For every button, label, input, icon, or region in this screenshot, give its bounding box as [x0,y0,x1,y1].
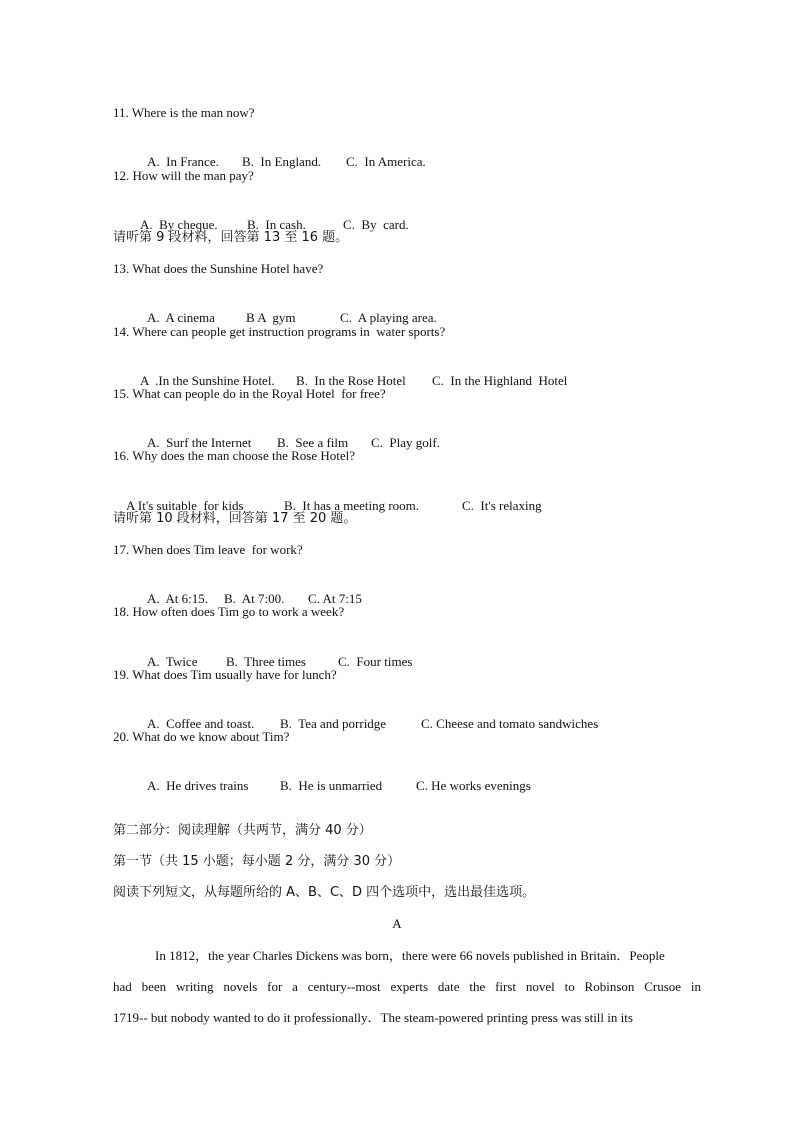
option-b: B. In England. [242,154,322,169]
option-c: C. He works evenings [416,778,531,793]
question-19: 19. What does Tim usually have for lunch? [113,667,337,682]
section1-heading: 第一节（共 15 小题；每小题 2 分，满分 30 分） [113,854,401,869]
option-a: A. By cheque. [140,217,218,232]
option-a: A. Coffee and toast. [147,716,255,731]
question-20: 20. What do we know about Tim? [113,729,290,744]
passage-line-3: 1719-- but nobody wanted to do it professionally．The steam-powered printing press was still in its [113,1010,633,1025]
question-13: 13. What does the Sunshine Hotel have? [113,261,324,276]
option-c: C. It's relaxing [462,498,542,513]
option-b: B. It has a meeting room. [284,498,420,513]
option-c: C. Play golf. [371,435,440,450]
reading-instruction: 阅读下列短文，从每题所给的 A、B、C、D 四个选项中，选出最佳选项。 [113,885,536,900]
question-12: 12. How will the man pay? [113,168,254,183]
option-c: C. At 7:15 [308,591,362,606]
option-c: C. In America. [346,154,426,169]
question-16: 16. Why does the man choose the Rose Hotel? [113,448,356,463]
option-c: C. Cheese and tomato sandwiches [421,716,599,731]
option-b: B. Tea and porridge [280,716,387,731]
option-b: B. At 7:00. [224,591,285,606]
option-a: A. At 6:15. [147,591,209,606]
option-c: C. Four times [338,654,413,669]
listening-instruction-10: 请听第 10 段材料，回答第 17 至 20 题。 [113,511,357,526]
option-b: B. Three times [226,654,306,669]
options-20 [134,759,531,813]
listening-instruction-9: 请听第 9 段材料，回答第 13 至 16 题。 [113,230,349,245]
option-a: A It's suitable for kids [126,498,244,513]
question-14: 14. Where can people get instruction programs in water sports? [113,324,446,339]
option-c: C. By card. [343,217,409,232]
option-a: A. In France. [147,154,219,169]
question-15: 15. What can people do in the Royal Hotel for free? [113,386,386,401]
option-a: A. He drives trains [147,778,249,793]
passage-letter: A [392,916,402,931]
passage-line-1: In 1812，the year Charles Dickens was born，there were 66 novels published in Britain．People [155,948,665,963]
passage-line-2: had been writing novels for a century--most experts date the first novel to Robinson Crusoe in [113,979,701,994]
option-b: B. In cash. [247,217,306,232]
option-b: B. He is unmarried [280,778,383,793]
option-c: C. A playing area. [340,310,437,325]
option-a: A .In the Sunshine Hotel. [140,373,275,388]
part2-heading: 第二部分：阅读理解（共两节，满分 40 分） [113,823,372,838]
option-b: B. In the Rose Hotel [296,373,406,388]
question-11: 11. Where is the man now? [113,105,255,120]
question-18: 18. How often does Tim go to work a week? [113,604,345,619]
option-b: B A gym [246,310,296,325]
option-a: A. Surf the Internet [147,435,252,450]
option-b: B. See a film [277,435,349,450]
option-a: A. Twice [147,654,198,669]
option-c: C. In the Highland Hotel [432,373,568,388]
option-a: A. A cinema [147,310,215,325]
question-17: 17. When does Tim leave for work? [113,542,303,557]
